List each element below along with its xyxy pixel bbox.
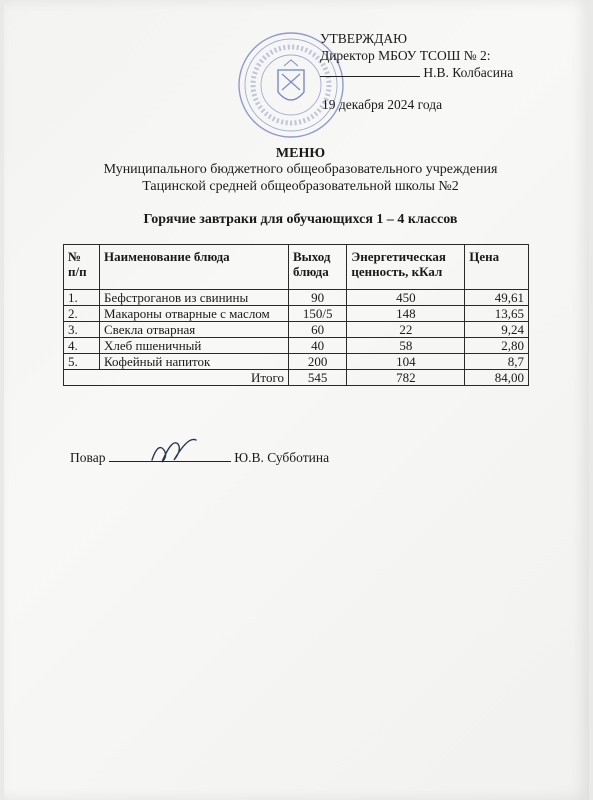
header-num [64,245,100,290]
row-price: 13,65 [465,306,529,322]
header-yield-line2: блюда [292,264,329,279]
table-row [64,354,529,370]
approval-name: Н.В. Колбасина [423,65,514,80]
header-energy-line1: Энергетическая [351,249,446,264]
row-name: Макароны отварные с маслом [100,306,289,322]
row-yield: 150/5 [288,306,346,322]
row-yield: 40 [288,338,346,354]
approval-signature-line [320,64,513,81]
header-yield [288,245,346,290]
total-yield: 545 [288,370,346,386]
cook-line [70,449,329,466]
cook-signature-blank [109,449,231,462]
signature-blank [320,64,420,77]
cook-label: Повар [70,450,106,465]
document-page [4,0,589,800]
row-energy: 148 [347,306,465,322]
row-name: Хлеб пшеничный [100,338,289,354]
row-price: 2,80 [465,338,529,354]
table-row [64,322,529,338]
header-energy [347,245,465,290]
table-header-row [64,245,529,290]
row-price: 8,7 [465,354,529,370]
row-energy: 58 [347,338,465,354]
row-num: 4. [64,338,100,354]
row-num: 2. [64,306,100,322]
header-yield-line1: Выход [292,249,331,264]
total-price: 84,00 [465,370,529,386]
header-name: Наименование блюда [100,245,289,290]
cook-name: Ю.В. Субботина [234,450,330,465]
row-energy: 22 [347,322,465,338]
approval-block [320,30,513,81]
row-energy: 104 [347,354,465,370]
header-energy-line2: ценность, кКал [351,264,443,279]
row-num: 3. [64,322,100,338]
table-row [64,306,529,322]
institution-line-2: Тацинской средней общеобразовательной школы №2 [142,179,459,194]
row-yield: 60 [288,322,346,338]
row-name: Свекла отварная [100,322,289,338]
row-energy: 450 [347,290,465,306]
header-price: Цена [465,245,529,290]
menu-table [63,244,529,386]
row-price: 9,24 [465,322,529,338]
institution-line-1: Муниципального бюджетного общеобразовательного учреждения [103,162,498,177]
row-name: Кофейный напиток [100,354,289,370]
table-row [64,338,529,354]
approval-position: Директор МБОУ ТСОШ № 2: [320,48,491,63]
row-price: 49,61 [465,290,529,306]
row-yield: 200 [288,354,346,370]
header-num-line1: № [68,249,82,264]
table-row [64,290,529,306]
total-row [64,370,529,386]
menu-subtitle: Горячие завтраки для обучающихся 1 – 4 классов [143,212,458,227]
approval-title: УТВЕРЖДАЮ [320,31,408,46]
row-yield: 90 [288,290,346,306]
total-label: Итого [64,370,289,386]
row-num: 5. [64,354,100,370]
total-energy: 782 [347,370,465,386]
header-num-line2: п/п [68,264,87,279]
row-num: 1. [64,290,100,306]
page-title: МЕНЮ [275,146,326,161]
approval-date: 19 декабря 2024 года [322,97,443,112]
row-name: Бефстроганов из свинины [100,290,289,306]
